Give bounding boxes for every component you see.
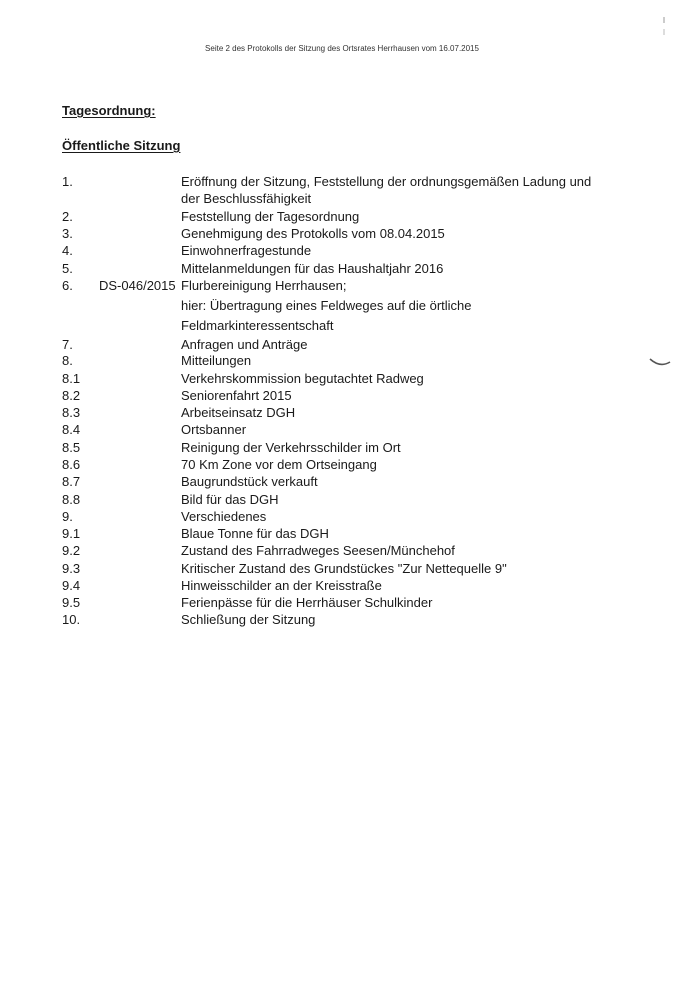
agenda-item-text: Verkehrskommission begutachtet Radweg bbox=[181, 371, 424, 386]
agenda-item-number: 8.7 bbox=[62, 474, 81, 489]
agenda-item bbox=[0, 371, 684, 389]
agenda-item bbox=[0, 209, 684, 227]
agenda-item-text: Kritischer Zustand des Grundstückes "Zur Nettequelle 9" bbox=[181, 561, 507, 576]
agenda-item-text: Baugrundstück verkauft bbox=[181, 474, 318, 489]
agenda-title: Tagesordnung: bbox=[62, 103, 156, 118]
agenda-item-text: Blaue Tonne für das DGH bbox=[181, 526, 329, 541]
agenda-item-text: Arbeitseinsatz DGH bbox=[181, 405, 296, 420]
agenda-item bbox=[0, 561, 684, 579]
agenda-item bbox=[0, 405, 684, 423]
agenda-item-number: 9.2 bbox=[62, 543, 81, 558]
agenda-item bbox=[0, 595, 684, 613]
agenda-item bbox=[0, 474, 684, 492]
agenda-item-number: 8.1 bbox=[62, 371, 81, 386]
agenda-item-text: Verschiedenes bbox=[181, 509, 267, 524]
scan-mark bbox=[661, 15, 667, 39]
agenda-item-number: 8.4 bbox=[62, 422, 81, 437]
agenda-item-text: der Beschlussfähigkeit bbox=[181, 191, 312, 206]
agenda-item-document-code: DS-046/2015 bbox=[99, 278, 176, 293]
agenda-item-continuation bbox=[0, 191, 684, 209]
agenda-item bbox=[0, 353, 684, 371]
agenda-item-number: 2. bbox=[62, 209, 73, 224]
agenda-item-number: 9. bbox=[62, 509, 73, 524]
agenda-item-text: Feldmarkinteressentschaft bbox=[181, 318, 334, 333]
agenda-item-text: Mitteilungen bbox=[181, 353, 252, 368]
agenda-item-text: Einwohnerfragestunde bbox=[181, 243, 312, 258]
public-session-title: Öffentliche Sitzung bbox=[62, 138, 181, 153]
agenda-item-number: 3. bbox=[62, 226, 73, 241]
agenda-item bbox=[0, 612, 684, 630]
agenda-item bbox=[0, 243, 684, 261]
agenda-item-number: 7. bbox=[62, 337, 73, 352]
agenda-item bbox=[0, 578, 684, 596]
agenda-item bbox=[0, 422, 684, 440]
agenda-item-text: Ferienpässe für die Herrhäuser Schulkinder bbox=[181, 595, 433, 610]
agenda-item bbox=[0, 261, 684, 279]
agenda-item-number: 10. bbox=[62, 612, 81, 627]
agenda-item-text: Genehmigung des Protokolls vom 08.04.2015 bbox=[181, 226, 445, 241]
agenda-item bbox=[0, 440, 684, 458]
agenda-item-number: 8. bbox=[62, 353, 73, 368]
agenda-item-text: Reinigung der Verkehrsschilder im Ort bbox=[181, 440, 401, 455]
agenda-item-text: Bild für das DGH bbox=[181, 492, 279, 507]
scan-mark bbox=[648, 356, 672, 368]
agenda-item-number: 4. bbox=[62, 243, 73, 258]
agenda-item-number: 6. bbox=[62, 278, 73, 293]
agenda-item-number: 5. bbox=[62, 261, 73, 276]
agenda-item-number: 8.6 bbox=[62, 457, 81, 472]
agenda-item-text: Schließung der Sitzung bbox=[181, 612, 316, 627]
agenda-item-text: Eröffnung der Sitzung, Feststellung der ordnungsgemäßen Ladung und bbox=[181, 174, 592, 189]
agenda-item-text: 70 Km Zone vor dem Ortseingang bbox=[181, 457, 377, 472]
agenda-item-number: 8.2 bbox=[62, 388, 81, 403]
agenda-item-continuation bbox=[0, 298, 684, 316]
agenda-item bbox=[0, 226, 684, 244]
agenda-item bbox=[0, 492, 684, 510]
agenda-item-number: 8.3 bbox=[62, 405, 81, 420]
agenda-item-text: Ortsbanner bbox=[181, 422, 247, 437]
agenda-item-number: 9.4 bbox=[62, 578, 81, 593]
agenda-item-number: 9.3 bbox=[62, 561, 81, 576]
agenda-item bbox=[0, 278, 684, 296]
agenda-item-number: 9.1 bbox=[62, 526, 81, 541]
agenda-item-number: 9.5 bbox=[62, 595, 81, 610]
agenda-item bbox=[0, 174, 684, 192]
agenda-item-number: 1. bbox=[62, 174, 73, 189]
agenda-item-text: Flurbereinigung Herrhausen; bbox=[181, 278, 347, 293]
agenda-item bbox=[0, 543, 684, 561]
agenda-item-text: Zustand des Fahrradweges Seesen/Münchehof bbox=[181, 543, 455, 558]
agenda-item-text: Seniorenfahrt 2015 bbox=[181, 388, 292, 403]
agenda-item-continuation bbox=[0, 318, 684, 336]
agenda-item-text: Feststellung der Tagesordnung bbox=[181, 209, 360, 224]
agenda-item-text: Mittelanmeldungen für das Haushaltjahr 2016 bbox=[181, 261, 444, 276]
agenda-item-text: hier: Übertragung eines Feldweges auf die örtliche bbox=[181, 298, 472, 313]
agenda-item bbox=[0, 457, 684, 475]
agenda-item bbox=[0, 388, 684, 406]
agenda-item bbox=[0, 526, 684, 544]
agenda-item-number: 8.8 bbox=[62, 492, 81, 507]
page-header: Seite 2 des Protokolls der Sitzung des Ortsrates Herrhausen vom 16.07.2015 bbox=[205, 44, 479, 53]
agenda-item-text: Hinweisschilder an der Kreisstraße bbox=[181, 578, 382, 593]
agenda-item bbox=[0, 509, 684, 527]
agenda-item-number: 8.5 bbox=[62, 440, 81, 455]
agenda-item-text: Anfragen und Anträge bbox=[181, 337, 308, 352]
